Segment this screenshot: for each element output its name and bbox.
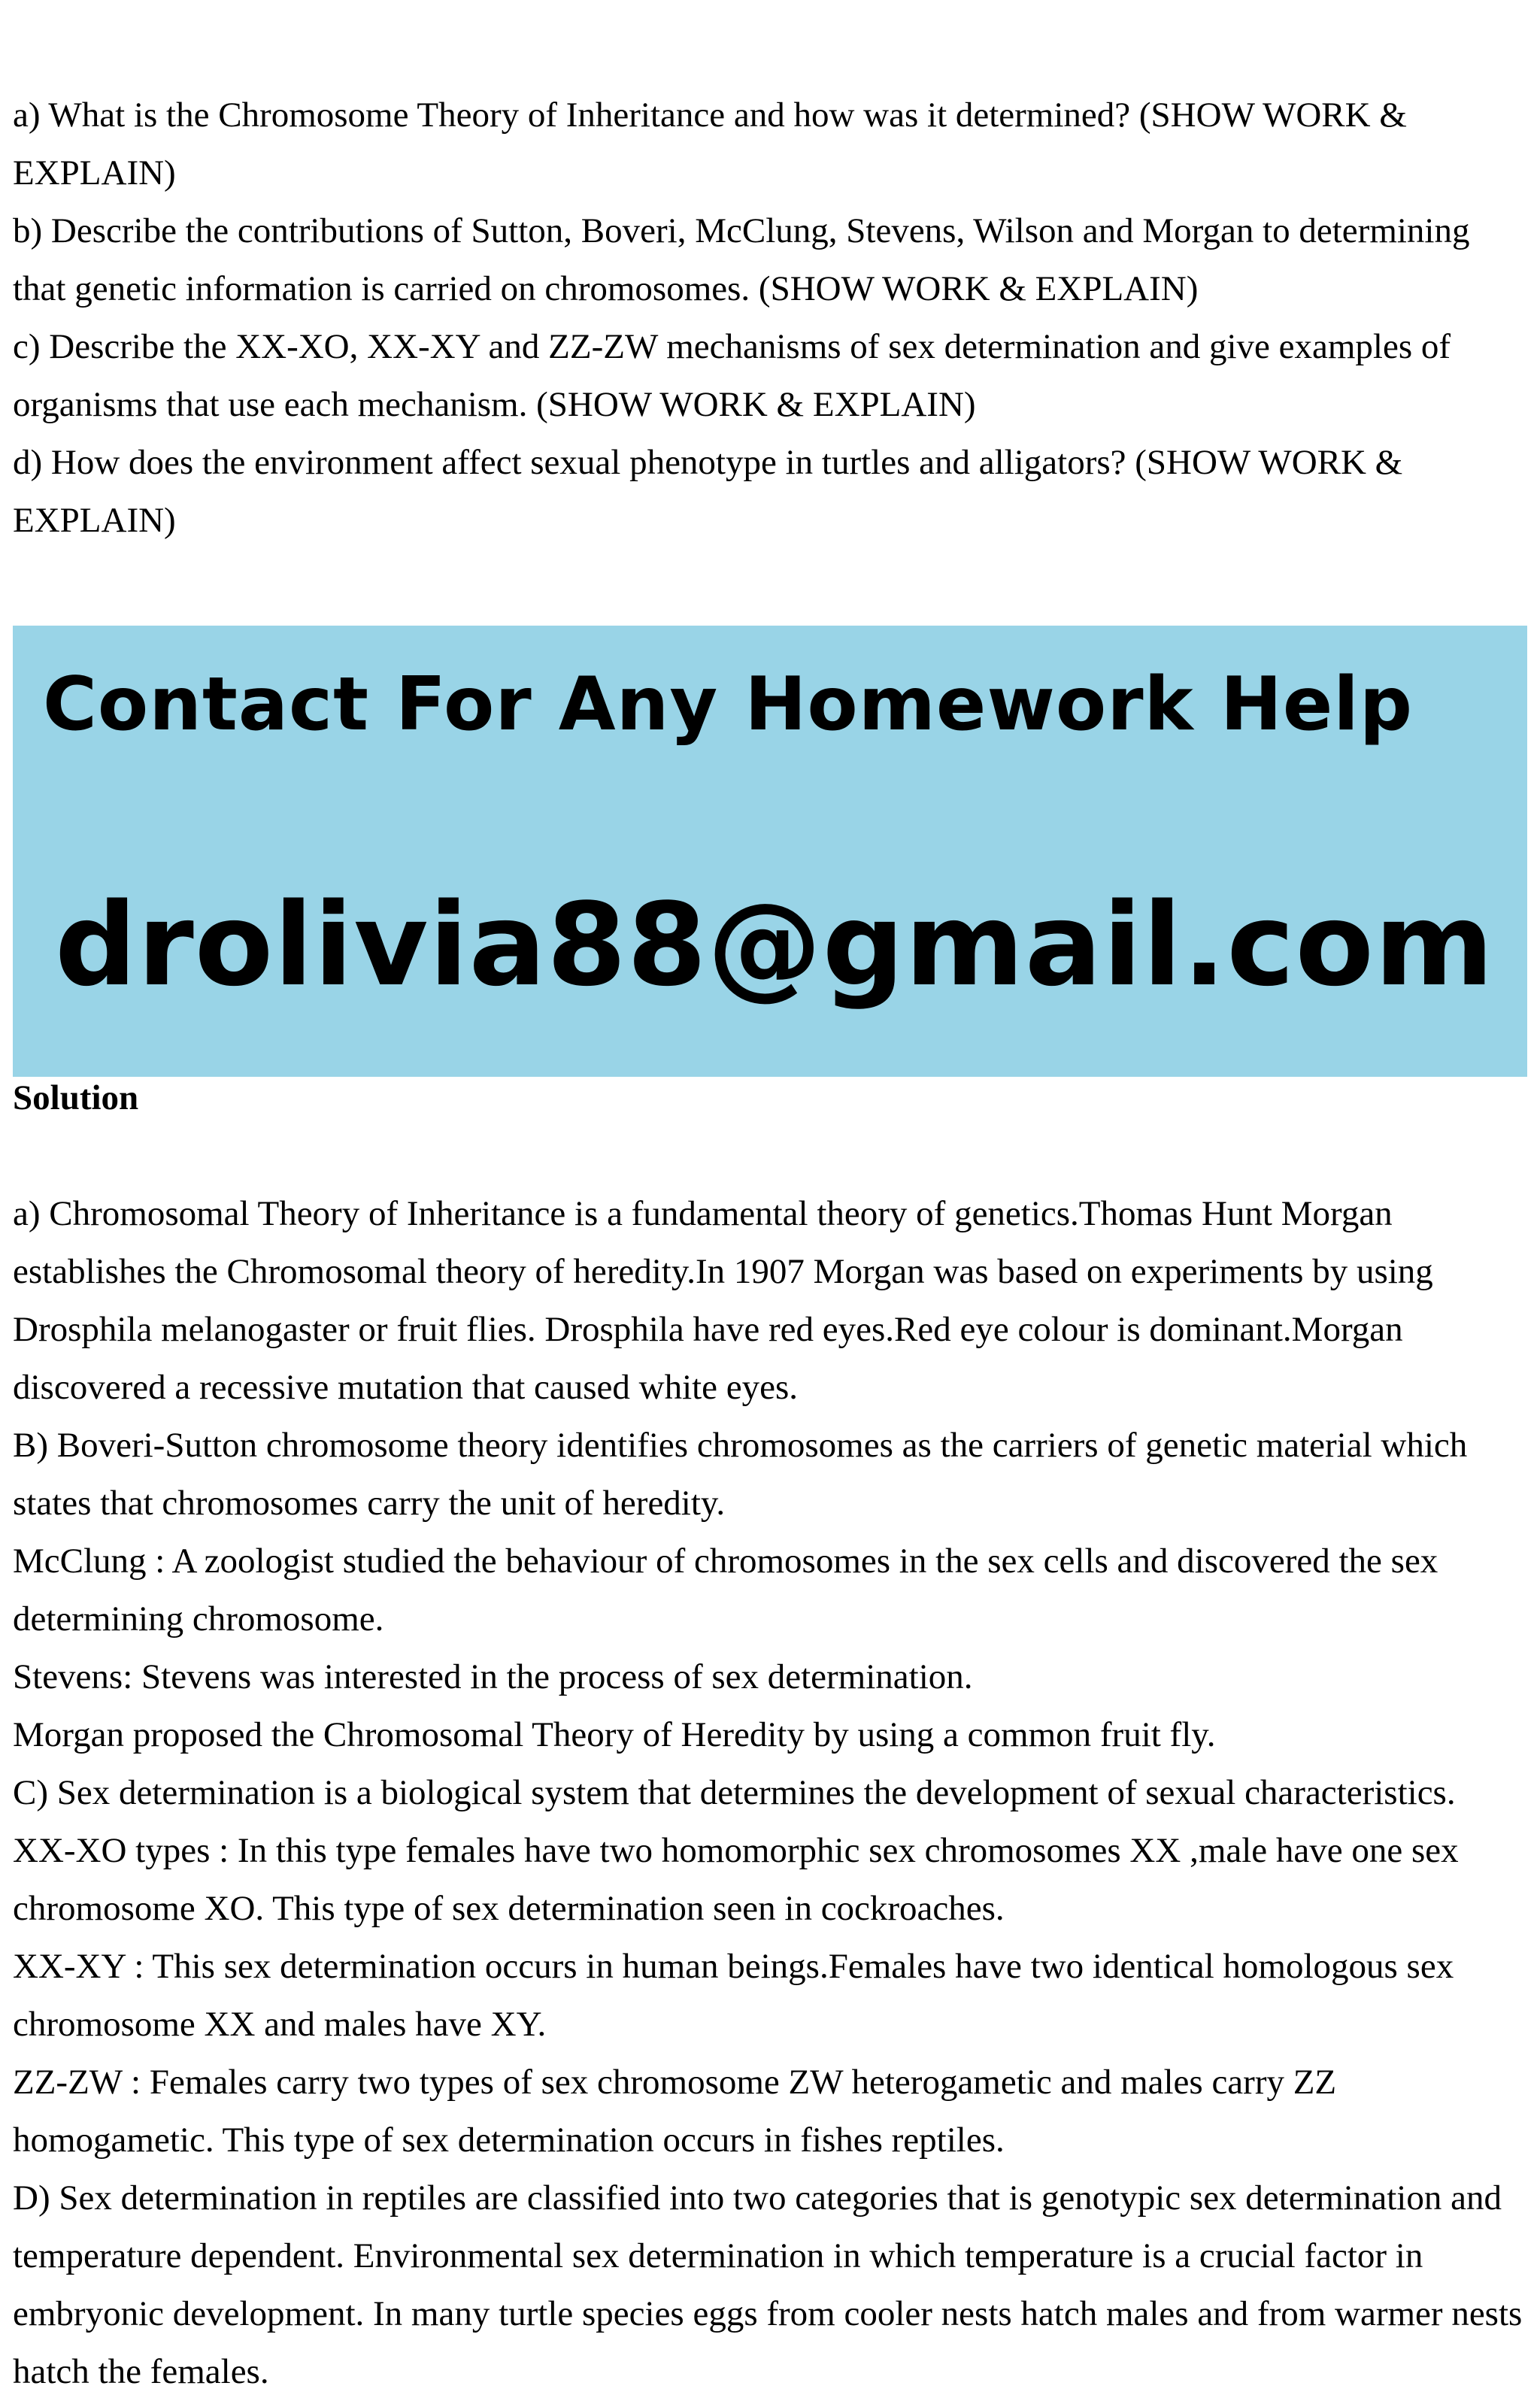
- watermark-contact-text: Contact For Any Homework Help: [43, 662, 1414, 747]
- watermark-banner: [13, 626, 1527, 1077]
- question-c: c) Describe the XX-XO, XX-XY and ZZ-ZW mechanisms of sex determination and give examples of organisms that use each mechanism. (SHOW WORK & EXPLAIN): [13, 327, 1451, 424]
- answer-b-boveri-sutton: B) Boveri-Sutton chromosome theory identifies chromosomes as the carriers of genetic material which states that chromosomes carry the unit of heredity.: [13, 1426, 1468, 1523]
- answer-c-xx-xy: XX-XY : This sex determination occurs in human beings.Females have two identical homologous sex chromosome XX and males have XY.: [13, 1947, 1454, 2044]
- answer-c-xx-xo: XX-XO types : In this type females have two homomorphic sex chromosomes XX ,male have one sex chromosome XO. This type of sex determination seen in cockroaches.: [13, 1831, 1459, 1928]
- question-a: a) What is the Chromosome Theory of Inheritance and how was it determined? (SHOW WORK & EXPLAIN): [13, 95, 1407, 193]
- watermark-email-text: drolivia88@gmail.com: [55, 878, 1495, 1011]
- question-d: d) How does the environment affect sexual phenotype in turtles and alligators? (SHOW WORK & EXPLAIN): [13, 443, 1403, 540]
- answer-a: a) Chromosomal Theory of Inheritance is a fundamental theory of genetics.Thomas Hunt Morgan establishes the Chromosomal theory of heredity.In 1907 Morgan was based on experiments by using Drosphila melanogaster or fruit flies. Drosphila have red eyes.Red eye colour is dominant.Morgan discovered a recessive mutation that caused white eyes.: [13, 1194, 1433, 1407]
- solution-section: [13, 1069, 1524, 2401]
- answer-b-morgan: Morgan proposed the Chromosomal Theory of Heredity by using a common fruit fly.: [13, 1715, 1216, 1754]
- solution-heading: Solution: [13, 1078, 139, 1117]
- answer-d: D) Sex determination in reptiles are classified into two categories that is genotypic sex determination and temperature dependent. Environmental sex determination in which temperature is a crucial factor in embryonic development. In many turtle species eggs from cooler nests hatch males and from warmer nests hatch the females.: [13, 2178, 1523, 2391]
- answer-c-zz-zw: ZZ-ZW : Females carry two types of sex chromosome ZW heterogametic and males carry ZZ homogametic. This type of sex determination occurs in fishes reptiles.: [13, 2063, 1337, 2160]
- answer-b-stevens: Stevens: Stevens was interested in the process of sex determination.: [13, 1657, 973, 1696]
- question-b: b) Describe the contributions of Sutton, Boveri, McClung, Stevens, Wilson and Morgan to determining that genetic information is carried on chromosomes. (SHOW WORK & EXPLAIN): [13, 211, 1470, 308]
- blank-line: [13, 1127, 1524, 1185]
- question-section: [13, 86, 1524, 550]
- answer-b-mcclung: McClung : A zoologist studied the behaviour of chromosomes in the sex cells and discovered the sex determining chromosome.: [13, 1542, 1438, 1639]
- answer-c-intro: C) Sex determination is a biological system that determines the development of sexual characteristics.: [13, 1773, 1456, 1812]
